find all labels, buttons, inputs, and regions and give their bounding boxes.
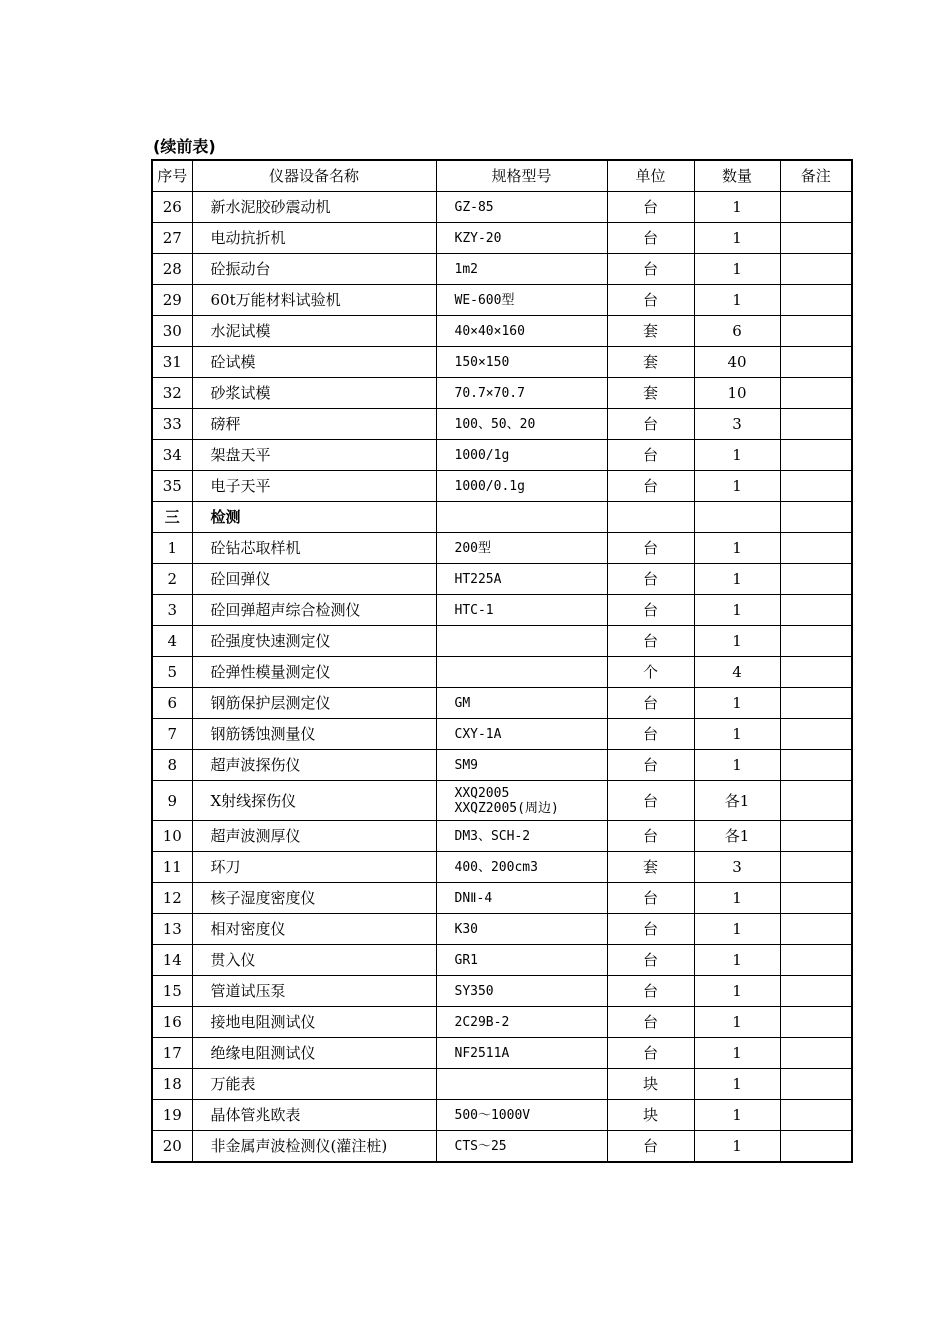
cell-qty: 1 [694, 471, 780, 502]
table-row [152, 657, 852, 688]
cell-unit [607, 502, 694, 533]
cell-model: SM9 [436, 750, 607, 781]
table-row [152, 719, 852, 750]
cell-unit: 台 [607, 440, 694, 471]
cell-model: KZY-20 [436, 223, 607, 254]
cell-model: NF2511A [436, 1038, 607, 1069]
table-row [152, 945, 852, 976]
cell-name: 砼回弹仪 [192, 564, 436, 595]
cell-model: 1000/0.1g [436, 471, 607, 502]
table-row [152, 440, 852, 471]
table-row [152, 533, 852, 564]
table-row [152, 564, 852, 595]
cell-no: 30 [152, 316, 192, 347]
cell-unit: 台 [607, 821, 694, 852]
cell-qty: 1 [694, 883, 780, 914]
cell-note [780, 883, 852, 914]
cell-no: 32 [152, 378, 192, 409]
table-row [152, 192, 852, 223]
cell-unit: 台 [607, 883, 694, 914]
cell-model: WE-600型 [436, 285, 607, 316]
table-row [152, 852, 852, 883]
cell-note [780, 1007, 852, 1038]
cell-note [780, 471, 852, 502]
cell-no: 6 [152, 688, 192, 719]
cell-model: CTS～25 [436, 1131, 607, 1163]
section-number: 三 [152, 502, 192, 533]
cell-qty: 1 [694, 595, 780, 626]
cell-model [436, 1069, 607, 1100]
cell-qty: 1 [694, 285, 780, 316]
cell-note [780, 852, 852, 883]
table-row [152, 1007, 852, 1038]
cell-no: 14 [152, 945, 192, 976]
table-row [152, 781, 852, 821]
cell-unit: 台 [607, 533, 694, 564]
cell-note [780, 626, 852, 657]
cell-no: 20 [152, 1131, 192, 1163]
cell-qty: 1 [694, 688, 780, 719]
table-row [152, 595, 852, 626]
cell-name: 砼弹性模量测定仪 [192, 657, 436, 688]
cell-note [780, 347, 852, 378]
cell-model: GR1 [436, 945, 607, 976]
header-name: 仪器设备名称 [192, 160, 436, 192]
cell-note [780, 192, 852, 223]
cell-name: 贯入仪 [192, 945, 436, 976]
cell-qty: 1 [694, 1038, 780, 1069]
cell-name: 水泥试模 [192, 316, 436, 347]
cell-model: GM [436, 688, 607, 719]
cell-name: 钢筋保护层测定仪 [192, 688, 436, 719]
cell-model: 70.7×70.7 [436, 378, 607, 409]
cell-no: 5 [152, 657, 192, 688]
cell-model: CXY-1A [436, 719, 607, 750]
table-row [152, 378, 852, 409]
cell-model [436, 502, 607, 533]
cell-model: 1m2 [436, 254, 607, 285]
cell-note [780, 440, 852, 471]
cell-model [436, 626, 607, 657]
cell-unit: 台 [607, 223, 694, 254]
equipment-table [151, 159, 853, 1163]
cell-name: 砼回弹超声综合检测仪 [192, 595, 436, 626]
cell-no: 13 [152, 914, 192, 945]
cell-note [780, 781, 852, 821]
cell-name: 砂浆试模 [192, 378, 436, 409]
cell-qty: 6 [694, 316, 780, 347]
table-row [152, 1131, 852, 1163]
cell-no: 28 [152, 254, 192, 285]
cell-no: 35 [152, 471, 192, 502]
cell-no: 17 [152, 1038, 192, 1069]
cell-name: 砼强度快速测定仪 [192, 626, 436, 657]
cell-unit: 块 [607, 1100, 694, 1131]
cell-qty: 1 [694, 254, 780, 285]
cell-unit: 台 [607, 688, 694, 719]
cell-qty: 1 [694, 533, 780, 564]
cell-note [780, 1131, 852, 1163]
cell-name: 超声波测厚仪 [192, 821, 436, 852]
table-caption: (续前表) [153, 137, 216, 156]
cell-qty: 1 [694, 750, 780, 781]
cell-model: HTC-1 [436, 595, 607, 626]
cell-note [780, 378, 852, 409]
cell-model [436, 657, 607, 688]
cell-model: 2C29B-2 [436, 1007, 607, 1038]
table-row [152, 285, 852, 316]
cell-qty [694, 502, 780, 533]
cell-note [780, 285, 852, 316]
table-row [152, 976, 852, 1007]
cell-no: 9 [152, 781, 192, 821]
cell-name: 管道试压泵 [192, 976, 436, 1007]
cell-name: 磅秤 [192, 409, 436, 440]
table-row [152, 914, 852, 945]
cell-unit: 台 [607, 471, 694, 502]
table-row [152, 254, 852, 285]
cell-qty: 1 [694, 1069, 780, 1100]
cell-note [780, 502, 852, 533]
cell-no: 18 [152, 1069, 192, 1100]
cell-unit: 台 [607, 781, 694, 821]
cell-name: 相对密度仪 [192, 914, 436, 945]
cell-no: 1 [152, 533, 192, 564]
cell-name: 架盘天平 [192, 440, 436, 471]
table-row [152, 688, 852, 719]
cell-model: 500～1000V [436, 1100, 607, 1131]
cell-unit: 套 [607, 347, 694, 378]
cell-no: 8 [152, 750, 192, 781]
cell-name: 绝缘电阻测试仪 [192, 1038, 436, 1069]
cell-unit: 台 [607, 976, 694, 1007]
cell-no: 26 [152, 192, 192, 223]
cell-unit: 台 [607, 719, 694, 750]
cell-note [780, 1100, 852, 1131]
cell-name: 超声波探伤仪 [192, 750, 436, 781]
cell-model: 40×40×160 [436, 316, 607, 347]
cell-model: 200型 [436, 533, 607, 564]
cell-unit: 台 [607, 409, 694, 440]
cell-no: 33 [152, 409, 192, 440]
cell-unit: 台 [607, 564, 694, 595]
cell-unit: 台 [607, 595, 694, 626]
cell-qty: 1 [694, 192, 780, 223]
cell-name: 砼钻芯取样机 [192, 533, 436, 564]
cell-name: 万能表 [192, 1069, 436, 1100]
cell-note [780, 914, 852, 945]
cell-note [780, 657, 852, 688]
table-header-row [152, 160, 852, 192]
cell-name: 电子天平 [192, 471, 436, 502]
cell-note [780, 595, 852, 626]
cell-qty: 1 [694, 223, 780, 254]
cell-unit: 台 [607, 914, 694, 945]
cell-no: 16 [152, 1007, 192, 1038]
cell-qty: 各1 [694, 781, 780, 821]
cell-qty: 1 [694, 1100, 780, 1131]
cell-model: DNⅡ-4 [436, 883, 607, 914]
cell-model: K30 [436, 914, 607, 945]
cell-qty: 1 [694, 945, 780, 976]
cell-qty: 1 [694, 626, 780, 657]
cell-note [780, 564, 852, 595]
cell-no: 7 [152, 719, 192, 750]
cell-model: GZ-85 [436, 192, 607, 223]
cell-name: X射线探伤仪 [192, 781, 436, 821]
cell-name: 砼振动台 [192, 254, 436, 285]
table-row [152, 883, 852, 914]
section-header-row [152, 502, 852, 533]
cell-qty: 3 [694, 852, 780, 883]
cell-unit: 台 [607, 254, 694, 285]
cell-unit: 个 [607, 657, 694, 688]
table-row [152, 223, 852, 254]
table-row [152, 750, 852, 781]
header-no: 序号 [152, 160, 192, 192]
cell-note [780, 976, 852, 1007]
cell-no: 27 [152, 223, 192, 254]
cell-model [436, 781, 607, 821]
table-row [152, 1038, 852, 1069]
cell-qty: 4 [694, 657, 780, 688]
table-row [152, 471, 852, 502]
cell-no: 11 [152, 852, 192, 883]
cell-note [780, 821, 852, 852]
cell-qty: 40 [694, 347, 780, 378]
cell-note [780, 533, 852, 564]
cell-name: 核子湿度密度仪 [192, 883, 436, 914]
table-row [152, 316, 852, 347]
table-row [152, 409, 852, 440]
section-title: 检测 [192, 502, 436, 533]
cell-model: DM3、SCH-2 [436, 821, 607, 852]
cell-qty: 3 [694, 409, 780, 440]
model-line: XXQ2005 [454, 785, 510, 801]
table-row [152, 821, 852, 852]
cell-qty: 1 [694, 564, 780, 595]
cell-unit: 台 [607, 1038, 694, 1069]
cell-no: 10 [152, 821, 192, 852]
cell-no: 12 [152, 883, 192, 914]
cell-no: 29 [152, 285, 192, 316]
cell-qty: 10 [694, 378, 780, 409]
cell-note [780, 254, 852, 285]
cell-no: 15 [152, 976, 192, 1007]
header-model: 规格型号 [436, 160, 607, 192]
cell-name: 砼试模 [192, 347, 436, 378]
cell-unit: 台 [607, 1007, 694, 1038]
cell-model: 100、50、20 [436, 409, 607, 440]
cell-qty: 1 [694, 719, 780, 750]
table-row [152, 1069, 852, 1100]
cell-unit: 台 [607, 626, 694, 657]
cell-no: 3 [152, 595, 192, 626]
cell-no: 31 [152, 347, 192, 378]
cell-model: 1000/1g [436, 440, 607, 471]
cell-name: 接地电阻测试仪 [192, 1007, 436, 1038]
cell-name: 环刀 [192, 852, 436, 883]
cell-name: 晶体管兆欧表 [192, 1100, 436, 1131]
cell-no: 19 [152, 1100, 192, 1131]
cell-qty: 1 [694, 1131, 780, 1163]
cell-note [780, 750, 852, 781]
cell-qty: 1 [694, 440, 780, 471]
header-note: 备注 [780, 160, 852, 192]
cell-name: 新水泥胶砂震动机 [192, 192, 436, 223]
header-unit: 单位 [607, 160, 694, 192]
cell-name: 60t万能材料试验机 [192, 285, 436, 316]
cell-model: 400、200cm3 [436, 852, 607, 883]
cell-no: 34 [152, 440, 192, 471]
cell-note [780, 945, 852, 976]
cell-unit: 台 [607, 750, 694, 781]
cell-note [780, 409, 852, 440]
header-qty: 数量 [694, 160, 780, 192]
cell-name: 电动抗折机 [192, 223, 436, 254]
cell-unit: 台 [607, 945, 694, 976]
table-row [152, 347, 852, 378]
table-row [152, 626, 852, 657]
cell-unit: 台 [607, 285, 694, 316]
cell-note [780, 1069, 852, 1100]
cell-no: 4 [152, 626, 192, 657]
cell-note [780, 719, 852, 750]
cell-name: 钢筋锈蚀测量仪 [192, 719, 436, 750]
cell-note [780, 1038, 852, 1069]
cell-note [780, 316, 852, 347]
cell-note [780, 223, 852, 254]
table-row [152, 1100, 852, 1131]
cell-note [780, 688, 852, 719]
cell-model: SY350 [436, 976, 607, 1007]
cell-no: 2 [152, 564, 192, 595]
model-line: XXQZ2005(周边) [454, 800, 559, 816]
cell-unit: 套 [607, 316, 694, 347]
cell-name: 非金属声波检测仪(灌注桩) [192, 1131, 436, 1163]
cell-qty: 1 [694, 976, 780, 1007]
cell-qty: 1 [694, 1007, 780, 1038]
cell-qty: 各1 [694, 821, 780, 852]
cell-unit: 台 [607, 1131, 694, 1163]
cell-qty: 1 [694, 914, 780, 945]
cell-unit: 块 [607, 1069, 694, 1100]
cell-model: 150×150 [436, 347, 607, 378]
cell-model: HT225A [436, 564, 607, 595]
cell-unit: 套 [607, 378, 694, 409]
cell-unit: 套 [607, 852, 694, 883]
cell-unit: 台 [607, 192, 694, 223]
